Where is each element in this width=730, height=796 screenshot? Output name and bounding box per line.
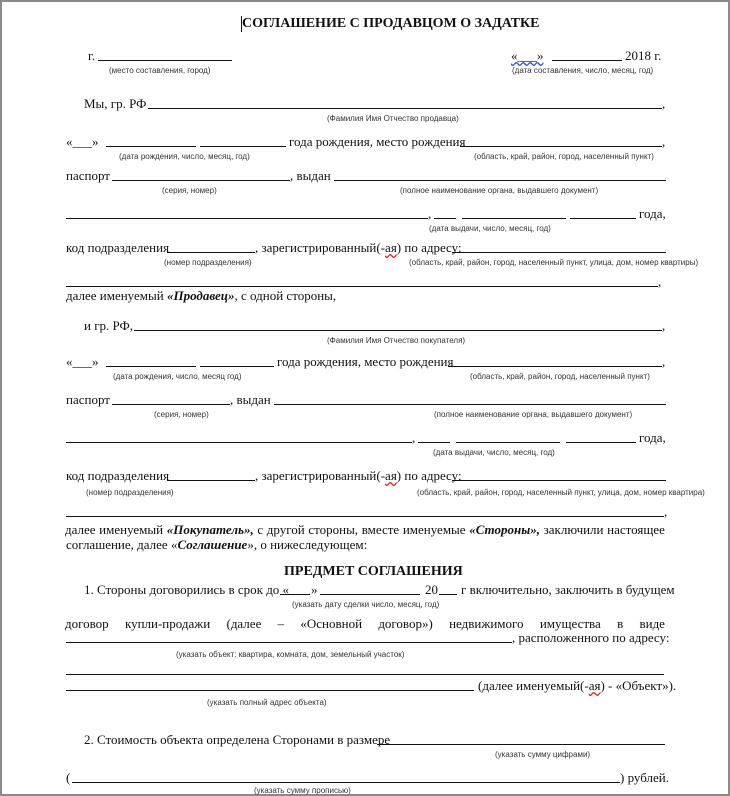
buyer-birth-year-field[interactable]: [200, 366, 274, 367]
buyer-issue-date-caption: (дата выдачи, число, месяц, год): [433, 448, 555, 457]
clause2-text: 2. Стоимость объекта определена Сторонами в размере: [84, 732, 391, 747]
buyer-registered-text: , зарегистрированный(-ая) по адресу:: [255, 468, 462, 483]
buyer-issued-label: , выдан: [230, 392, 271, 407]
parties-line-2: соглашение, далее «Соглашение», о нижеследующем:: [66, 537, 368, 552]
place-field[interactable]: [98, 60, 232, 61]
seller-issued-label: , выдан: [290, 168, 331, 183]
seller-passport-field[interactable]: [112, 180, 290, 181]
date-year: 2018 г.: [625, 48, 662, 63]
buyer-address-caption: (область, край, район, город, населенный пункт, улица, дом, номер квартира): [417, 488, 705, 497]
buyer-issue-month-field[interactable]: [456, 442, 560, 443]
clause2-digits-field[interactable]: [377, 744, 665, 745]
seller-birth-month-field[interactable]: [106, 146, 196, 147]
seller-year-suffix: года,: [639, 206, 666, 221]
buyer-birth-quote: «___»: [66, 354, 99, 369]
buyer-authority-caption: (полное наименование органа, выдавшего документ): [434, 410, 633, 419]
date-month-field[interactable]: [552, 60, 622, 61]
clause1-month-field[interactable]: [320, 594, 420, 595]
comma: ,: [664, 504, 668, 519]
seller-birth-year-field[interactable]: [200, 146, 286, 147]
clause1-object-label: (далее именуемый(-ая) - «Объект»).: [478, 678, 677, 693]
buyer-birth-date-caption: (дата рождения, число, месяц год): [113, 372, 242, 381]
document-title: СОГЛАШЕНИЕ С ПРОДАВЦОМ О ЗАДАТКЕ: [242, 16, 540, 31]
buyer-year-suffix: года,: [639, 430, 666, 445]
buyer-intro: и гр. РФ,: [84, 318, 134, 333]
buyer-issue-year-field[interactable]: [566, 442, 636, 443]
buyer-birth-place-caption: (область, край, район, город, населенный пункт): [470, 372, 650, 381]
seller-issue-year-field[interactable]: [570, 218, 636, 219]
seller-subdivision-field[interactable]: [167, 252, 255, 253]
seller-series-caption: (серия, номер): [162, 186, 217, 195]
clause1-day-field[interactable]: [280, 594, 310, 595]
seller-birth-quote: «___»: [66, 134, 99, 149]
seller-birth-label: года рождения, место рождения: [289, 134, 466, 149]
buyer-address-field[interactable]: [452, 480, 666, 481]
clause1-quote-close: »: [311, 582, 318, 597]
buyer-series-caption: (серия, номер): [154, 410, 209, 419]
buyer-authority-field[interactable]: [274, 404, 666, 405]
buyer-passport-label: паспорт: [66, 392, 110, 407]
comma: ,: [412, 430, 416, 445]
clause1-year-field[interactable]: [439, 594, 457, 595]
seller-role-text: далее именуемый «Продавец», с одной стороны,: [66, 288, 337, 303]
seller-address-caption: (область, край, район, город, населенный пункт, улица, дом, номер квартиры): [409, 258, 699, 267]
seller-authority-caption: (полное наименование органа, выдавшего документ): [400, 186, 599, 195]
buyer-issue-day-field[interactable]: [418, 442, 450, 443]
seller-issue-month-field[interactable]: [462, 218, 566, 219]
clause2-open-paren: (: [66, 770, 71, 785]
buyer-name-field[interactable]: [134, 330, 662, 331]
seller-issue-date-caption: (дата выдачи, число, месяц, год): [429, 224, 551, 233]
seller-passport-label: паспорт: [66, 168, 110, 183]
buyer-birthplace-field[interactable]: [448, 366, 662, 367]
parties-line-1: далее именуемый «Покупатель», с другой стороны, вместе именуемые «Стороны», заключили настоящее: [65, 522, 665, 537]
clause1-address-field-2[interactable]: [66, 690, 474, 691]
seller-authority-field-2[interactable]: [66, 218, 428, 219]
comma: ,: [662, 134, 666, 149]
buyer-address-field-2[interactable]: [66, 516, 664, 517]
seller-subdivision-caption: (номер подразделения): [164, 258, 252, 267]
clause1-located-label: , расположенного по адресу:: [512, 630, 670, 645]
buyer-subdivision-caption: (номер подразделения): [86, 488, 174, 497]
seller-name-field[interactable]: [148, 108, 662, 109]
buyer-passport-field[interactable]: [112, 404, 230, 405]
comma: ,: [662, 96, 666, 111]
buyer-birth-month-field[interactable]: [106, 366, 196, 367]
date-caption: (дата составления, число, месяц, год): [512, 66, 654, 75]
place-caption: (место составления, город): [109, 66, 211, 75]
seller-intro: Мы, гр. РФ: [84, 96, 147, 111]
place-prefix: г.: [88, 48, 96, 63]
clause2-words-field[interactable]: [72, 782, 620, 783]
seller-birth-date-caption: (дата рождения, число, месяц, год): [119, 152, 250, 161]
clause1-object-caption: (указать объект: квартира, комната, дом, земельный участок): [176, 650, 405, 659]
seller-address-field[interactable]: [452, 252, 666, 253]
buyer-name-caption: (Фамилия Имя Отчество покупателя): [327, 336, 466, 345]
seller-address-field-2[interactable]: [66, 286, 658, 287]
clause2-words-caption: (указать сумму прописью): [254, 786, 351, 795]
comma: ,: [662, 354, 666, 369]
seller-birth-place-caption: (область, край, район, город, населенный пункт): [474, 152, 654, 161]
comma: ,: [658, 274, 662, 289]
clause2-digits-caption: (указать сумму цифрами): [495, 750, 591, 759]
clause1-address-field[interactable]: [66, 674, 664, 675]
clause1-address-caption: (указать полный адрес объекта): [207, 698, 327, 707]
buyer-subdivision-field[interactable]: [167, 480, 255, 481]
seller-issue-day-field[interactable]: [434, 218, 456, 219]
clause1-object-field[interactable]: [66, 642, 512, 643]
buyer-authority-field-2[interactable]: [66, 442, 412, 443]
seller-registered-text: , зарегистрированный(-ая) по адресу:: [255, 240, 462, 255]
seller-authority-field[interactable]: [334, 180, 666, 181]
seller-birthplace-field[interactable]: [460, 146, 662, 147]
comma: ,: [662, 318, 666, 333]
seller-subdivision-label: код подразделения: [66, 240, 170, 255]
clause1-text-start: 1. Стороны договорились в срок до «: [84, 582, 290, 597]
seller-name-caption: (Фамилия Имя Отчество продавца): [327, 114, 459, 123]
clause1-year-prefix: 20: [425, 582, 438, 597]
section-title: ПРЕДМЕТ СОГЛАШЕНИЯ: [284, 564, 463, 579]
date-day-quote[interactable]: «___»: [511, 48, 544, 63]
clause1-contract-line: договор купли-продажи (далее – «Основной договор») недвижимого имущества в виде: [65, 616, 665, 631]
buyer-birth-label: года рождения, место рождения: [277, 354, 454, 369]
clause1-date-caption: (указать дату сделки число, месяц, год): [292, 600, 440, 609]
clause2-currency: ) рублей.: [620, 770, 669, 785]
clause1-text-end: г включительно, заключить в будущем: [461, 582, 675, 597]
buyer-subdivision-label: код подразделения: [66, 468, 170, 483]
comma: ,: [428, 206, 432, 221]
